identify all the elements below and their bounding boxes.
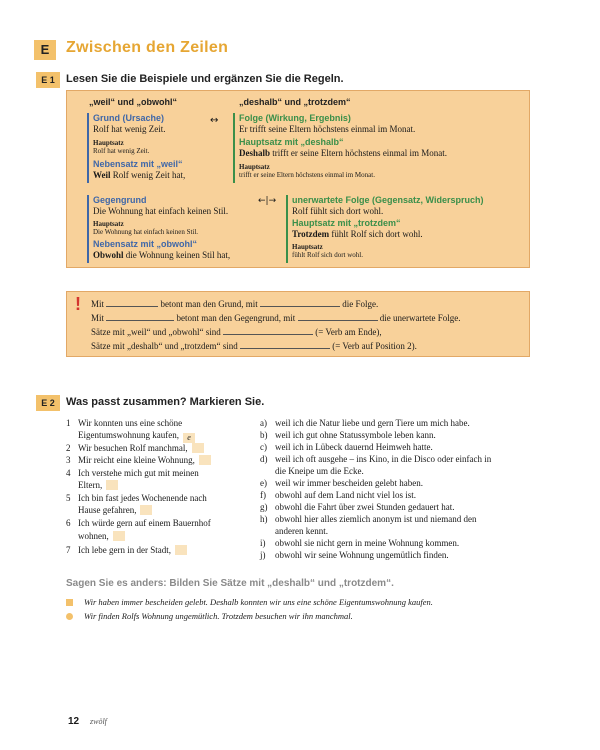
rule-line-3: Sätze mit „weil“ und „obwohl“ sind (= Verb am Ende),	[91, 327, 382, 337]
sentence-gegengrund: Die Wohnung hat einfach keinen Stil.	[93, 206, 229, 216]
left-item-1-line-2: Eigentumswohnung kaufen, e	[78, 430, 195, 443]
head-deshalb-trotzdem: „deshalb“ und „trotzdem“	[239, 97, 351, 107]
left-item-6-line-2: wohnen,	[78, 531, 125, 542]
left-item-4-line-2: Eltern,	[78, 480, 118, 491]
label-nebensatz-obwohl: Nebensatz mit „obwohl“	[93, 239, 198, 249]
blank-2[interactable]	[260, 297, 340, 307]
left-item-5-line-2: Hause gefahren,	[78, 505, 152, 516]
option-j: obwohl wir seine Wohnung ungemütlich finden.	[275, 550, 449, 560]
option-b: weil ich gut ohne Statussymbole leben kann.	[275, 430, 436, 440]
label-hauptsatz-3: Hauptsatz	[93, 220, 124, 228]
option-f: obwohl auf dem Land nicht viel los ist.	[275, 490, 416, 500]
item-number: 2	[66, 443, 71, 453]
nebensatz-obwohl-text: Obwohl die Wohnung keinen Stil hat,	[93, 250, 231, 260]
hauptsatz-4-text: fühlt Rolf sich dort wohl.	[292, 251, 363, 259]
item-number: 3	[66, 455, 71, 465]
option-letter: d)	[260, 454, 268, 464]
answer-box-6[interactable]	[113, 531, 125, 541]
left-item-4-line-1: Ich verstehe mich gut mit meinen	[78, 468, 199, 478]
item-number: 5	[66, 493, 71, 503]
blue-bar-2	[87, 195, 89, 263]
answer-box-2[interactable]	[192, 443, 204, 453]
bullet-dot-icon	[66, 613, 73, 620]
subtask-instruction: Sagen Sie es anders: Bilden Sie Sätze mit „deshalb“ und „trotzdem“.	[66, 578, 394, 589]
hauptsatz-2-text: trifft er seine Eltern höchstens einmal im Monat.	[239, 171, 375, 179]
option-letter: c)	[260, 442, 267, 452]
green-bar-1	[233, 113, 235, 183]
option-letter: g)	[260, 502, 268, 512]
example-sentence-2: Wir finden Rolfs Wohnung ungemütlich. Trotzdem besuchen wir ihn manchmal.	[84, 611, 353, 621]
answer-box-7[interactable]	[175, 545, 187, 555]
option-letter: j)	[260, 550, 266, 560]
option-letter: f)	[260, 490, 266, 500]
answer-box-5[interactable]	[140, 505, 152, 515]
nebensatz-weil-text: Weil Rolf wenig Zeit hat,	[93, 170, 186, 180]
section-badge: E	[34, 40, 56, 60]
answer-box-4[interactable]	[106, 480, 118, 490]
option-letter: i)	[260, 538, 266, 548]
rule-line-4: Sätze mit „deshalb“ und „trotzdem“ sind (= Verb auf Position 2).	[91, 341, 417, 351]
left-item-7: Ich lebe gern in der Stadt,	[78, 545, 187, 556]
task-instruction-e1: Lesen Sie die Beispiele und ergänzen Sie die Regeln.	[66, 73, 344, 85]
option-e: weil wir immer bescheiden gelebt haben.	[275, 478, 423, 488]
exclamation-icon: !	[75, 294, 81, 314]
blank-5[interactable]	[223, 325, 313, 335]
label-hauptsatz-2: Hauptsatz	[239, 163, 270, 171]
sentence-folge: Er trifft seine Eltern höchstens einmal im Monat.	[239, 124, 416, 134]
item-number: 4	[66, 468, 71, 478]
hauptsatz-deshalb-text: Deshalb trifft er seine Eltern höchstens einmal im Monat.	[239, 148, 448, 158]
hauptsatz-3-text: Die Wohnung hat einfach keinen Stil.	[93, 228, 199, 236]
sentence-unerwartete-folge: Rolf fühlt sich dort wohl.	[292, 206, 384, 216]
sentence-grund: Rolf hat wenig Zeit.	[93, 124, 166, 134]
page-number: 12	[68, 716, 80, 727]
rule-line-1: Mit betont man den Grund, mit die Folge.	[91, 299, 379, 309]
option-letter: a)	[260, 418, 267, 428]
grammar-box	[66, 90, 530, 268]
label-nebensatz-weil: Nebensatz mit „weil“	[93, 159, 183, 169]
left-item-3: Mir reicht eine kleine Wohnung,	[78, 455, 211, 466]
page-number-word: zwölf	[90, 717, 107, 726]
option-letter: h)	[260, 514, 268, 524]
left-item-6-line-1: Ich würde gern auf einem Bauernhof	[78, 518, 211, 528]
label-hauptsatz-deshalb: Hauptsatz mit „deshalb“	[239, 137, 344, 147]
blank-4[interactable]	[298, 311, 378, 321]
option-g: obwohl die Fahrt über zwei Stunden gedauert hat.	[275, 502, 455, 512]
item-number: 6	[66, 518, 71, 528]
left-item-5-line-1: Ich bin fast jedes Wochenende nach	[78, 493, 207, 503]
head-weil-obwohl: „weil“ und „obwohl“	[89, 97, 177, 107]
task-badge-e2: E 2	[36, 395, 60, 411]
label-folge: Folge (Wirkung, Ergebnis)	[239, 113, 351, 123]
blank-1[interactable]	[106, 297, 158, 307]
left-item-2: Wir besuchen Rolf manchmal,	[78, 443, 204, 454]
option-d-line-2: die Kneipe um die Ecke.	[275, 466, 364, 476]
label-grund: Grund (Ursache)	[93, 113, 165, 123]
blank-6[interactable]	[240, 339, 330, 349]
arrow-icon: ↔	[210, 115, 219, 126]
bullet-square-icon	[66, 599, 73, 606]
option-letter: e)	[260, 478, 267, 488]
label-hauptsatz-4: Hauptsatz	[292, 243, 323, 251]
example-sentence-1: Wir haben immer bescheiden gelebt. Deshalb konnten wir uns eine schöne Eigentumswohnung kaufen.	[84, 597, 433, 607]
option-letter: b)	[260, 430, 268, 440]
blue-bar-1	[87, 113, 89, 183]
hauptsatz-trotzdem-text: Trotzdem fühlt Rolf sich dort wohl.	[292, 229, 423, 239]
answer-box-1[interactable]: e	[183, 433, 195, 443]
option-h-line-1: obwohl hier alles ziemlich anonym ist und niemand den	[275, 514, 477, 524]
arrow-contrast-icon: ←|→	[258, 196, 277, 206]
task-badge-e1: E 1	[36, 72, 60, 88]
section-title: Zwischen den Zeilen	[66, 39, 229, 56]
rule-line-2: Mit betont man den Gegengrund, mit die unerwartete Folge.	[91, 313, 461, 323]
answer-box-3[interactable]	[199, 455, 211, 465]
green-bar-2	[286, 195, 288, 263]
left-item-1-line-1: Wir konnten uns eine schöne	[78, 418, 183, 428]
label-gegengrund: Gegengrund	[93, 195, 147, 205]
hauptsatz-text: Rolf hat wenig Zeit.	[93, 147, 150, 155]
option-h-line-2: anderen kennt.	[275, 526, 328, 536]
item-number: 7	[66, 545, 71, 555]
rules-box	[66, 291, 530, 357]
option-i: obwohl sie nicht gern in meine Wohnung kommen.	[275, 538, 460, 548]
item-number: 1	[66, 418, 71, 428]
label-unerwartete-folge: unerwartete Folge (Gegensatz, Widerspruch)	[292, 195, 484, 205]
option-a: weil ich die Natur liebe und gern Tiere um mich habe.	[275, 418, 470, 428]
label-hauptsatz-trotzdem: Hauptsatz mit „trotzdem“	[292, 218, 401, 228]
task-instruction-e2: Was passt zusammen? Markieren Sie.	[66, 396, 265, 408]
option-d-line-1: weil ich oft ausgehe – ins Kino, in die Disco oder einfach in	[275, 454, 492, 464]
blank-3[interactable]	[106, 311, 174, 321]
option-c: weil ich in Lübeck dauernd Heimweh hatte.	[275, 442, 433, 452]
label-hauptsatz: Hauptsatz	[93, 139, 124, 147]
